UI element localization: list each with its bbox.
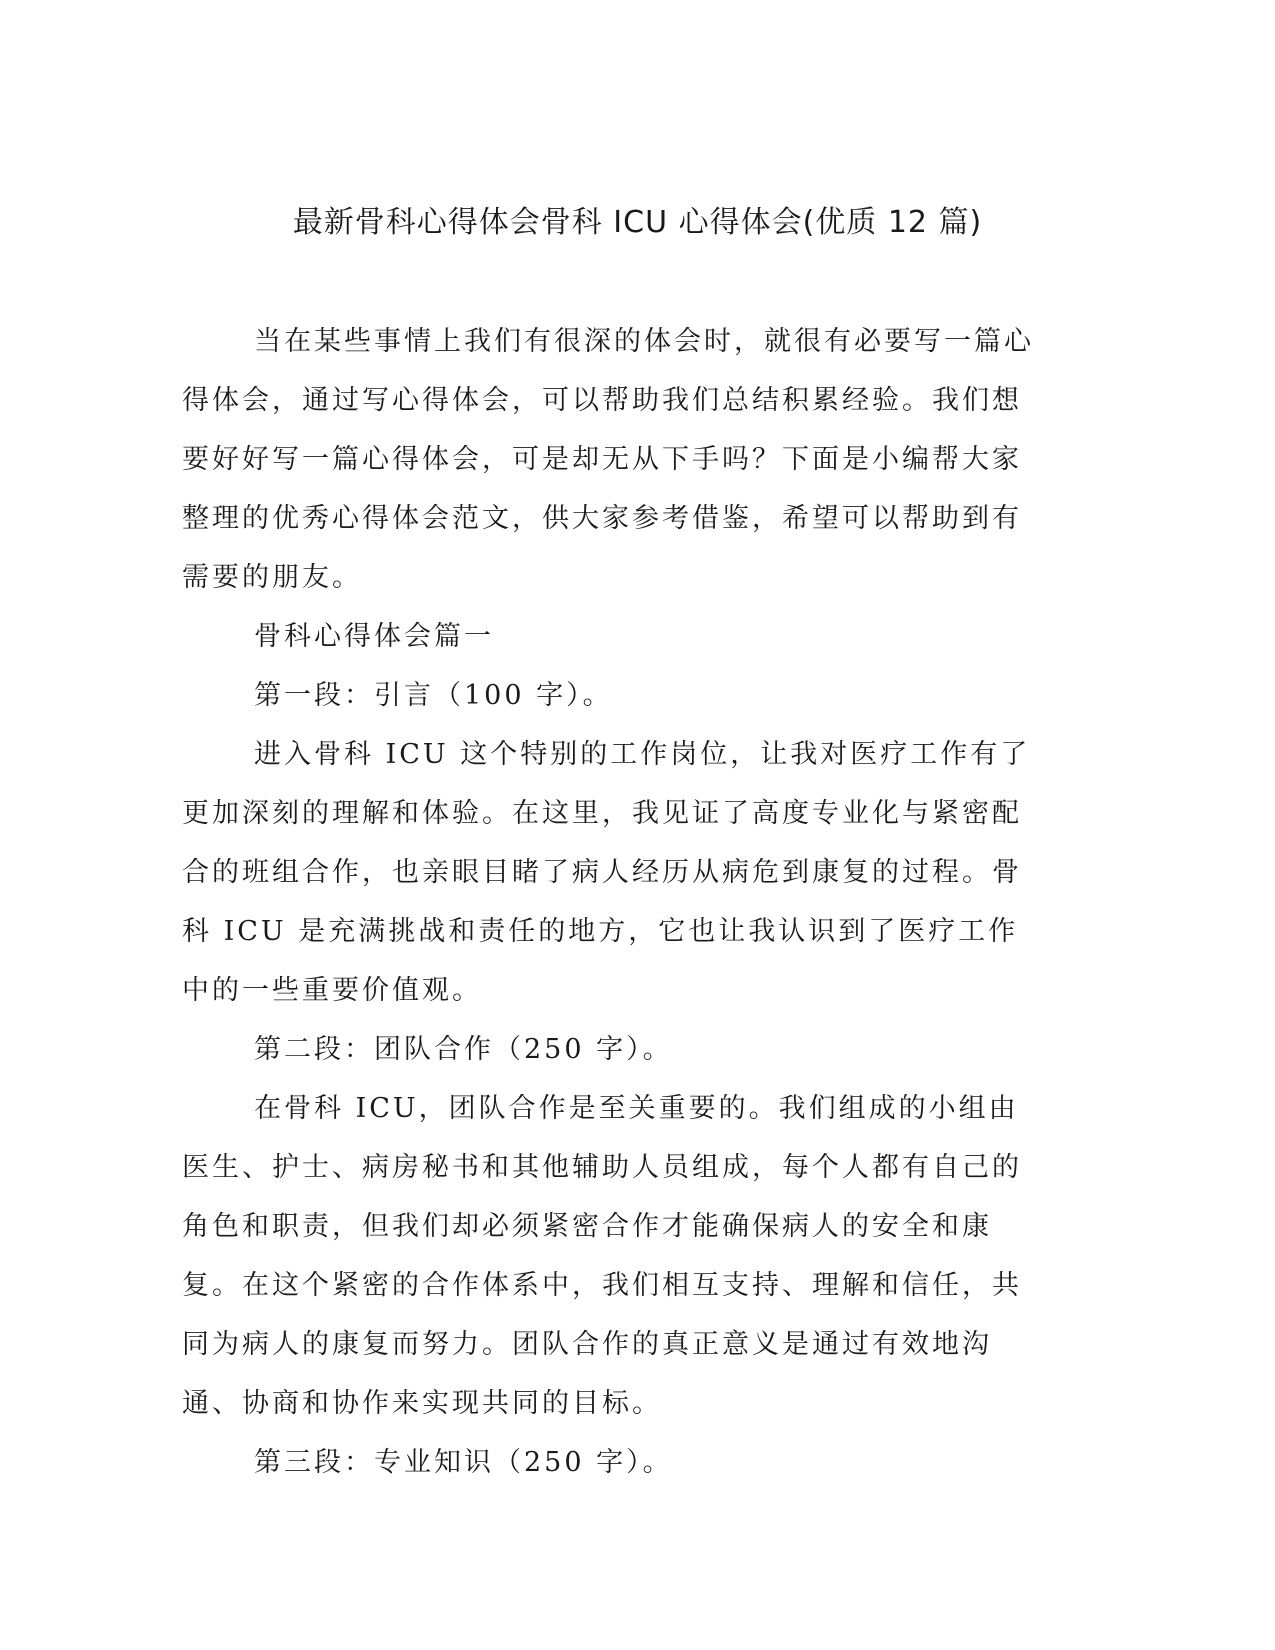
body-paragraph: 在骨科 ICU，团队合作是至关重要的。我们组成的小组由医生、护士、病房秘书和其他辅助人员组成，每个人都有自己的角色和职责，但我们却必须紧密合作才能确保病人的安全和康复。在这个紧密的合作体系中，我们相互支持、理解和信任，共同为病人的康复而努力。团队合作的真正意义是通过有效地沟通、协商和协作来实现共同的目标。 [182, 1093, 1022, 1419]
document-title: 最新骨科心得体会骨科 ICU 心得体会(优质 12 篇) [292, 205, 983, 240]
subsection-heading: 第二段：团队合作（250 字）。 [254, 1034, 673, 1065]
section-heading: 骨科心得体会篇一 [254, 621, 494, 652]
subsection-heading: 第一段：引言（100 字）。 [254, 680, 613, 711]
intro-paragraph: 当在某些事情上我们有很深的体会时，就很有必要写一篇心得体会，通过写心得体会，可以帮助我们总结积累经验。我们想要好好写一篇心得体会，可是却无从下手吗？下面是小编帮大家整理的优秀心得体会范文，供大家参考借鉴，希望可以帮助到有需要的朋友。 [182, 326, 1034, 593]
document-body [182, 312, 1042, 1492]
subsection-heading: 第三段：专业知识（250 字）。 [254, 1447, 673, 1478]
body-paragraph: 进入骨科 ICU 这个特别的工作岗位，让我对医疗工作有了更加深刻的理解和体验。在这里，我见证了高度专业化与紧密配合的班组合作，也亲眼目睹了病人经历从病危到康复的过程。骨科 ICU 是充满挑战和责任的地方，它也让我认识到了医疗工作中的一些重要价值观。 [182, 739, 1031, 1006]
